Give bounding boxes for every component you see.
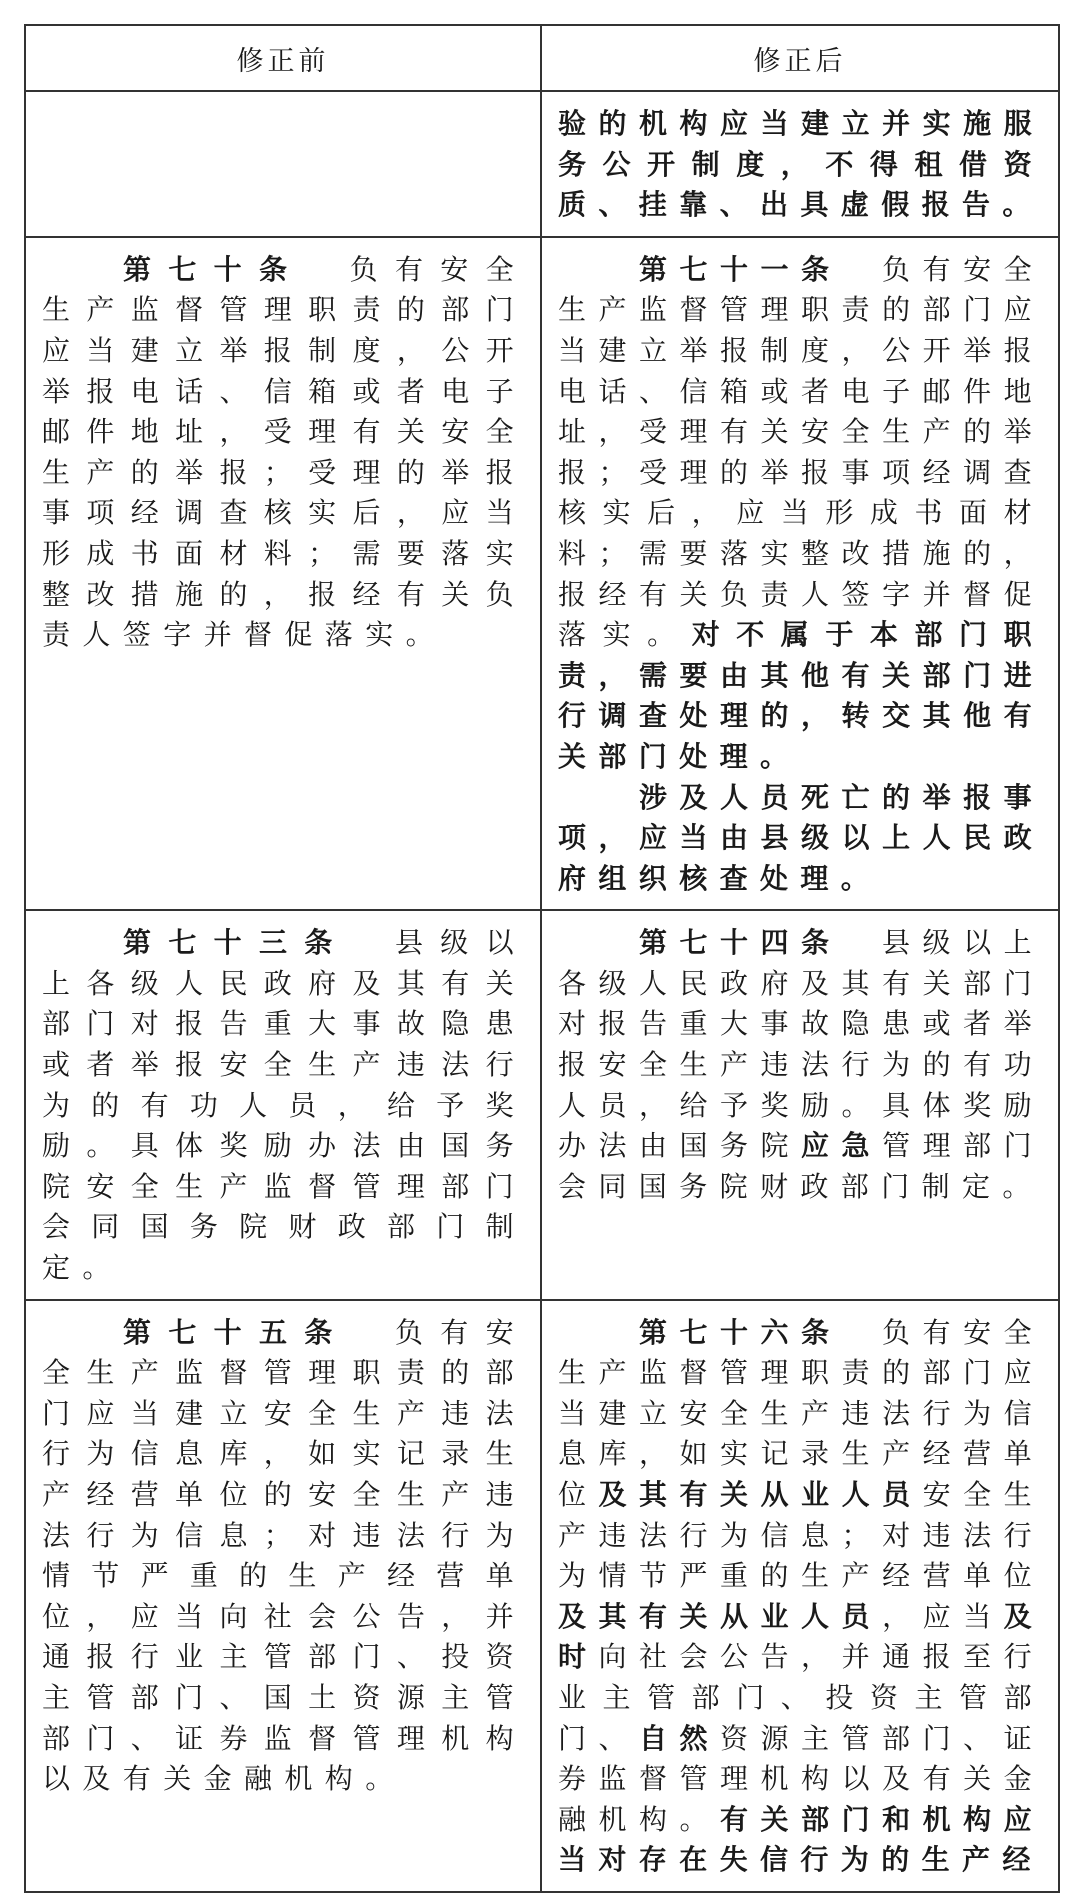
article-paragraph [42, 250, 526, 656]
amended-text: 涉及人员死亡的举报事项，应当由县级以上人民政府组织核查处理。 [558, 780, 1044, 895]
table-row [25, 910, 1059, 1299]
text-segment: 管理部门会同国务院财政部门制定。 [558, 1129, 1044, 1203]
text-segment: 资源主管部门、证券监督管理机构以及有关金融机构。 [558, 1721, 1044, 1836]
table-row [25, 91, 1059, 237]
table-row [25, 237, 1059, 911]
text-segment: 县级以上各级人民政府及其有关部门对报告重大事故隐患或者举报安全生产违法行为的有功人员，给予奖励。具体奖励办法由国务院 [558, 926, 1044, 1163]
text-segment: 县级以上各级人民政府及其有关部门对报告重大事故隐患或者举报安全生产违法行为的有功人员，给予奖励。具体奖励办法由国务院安全生产监督管理部门会同国务院财政部门制定。 [42, 926, 526, 1285]
text-segment: 负有安全生产监督管理职责的部门应当建立举报制度，公开举报电话、信箱或者电子邮件地址，受理有关安全生产的举报；受理的举报事项经调查核实后，应当形成书面材料；需要落实整改措施的，报经有关负责人签字并督促落实。 [558, 252, 1044, 652]
amended-text: 第七十三条 [123, 926, 350, 960]
article-paragraph [558, 104, 1044, 226]
amended-text: 第七十六条 [639, 1315, 842, 1349]
column-header-after: 修正后 [541, 25, 1059, 91]
cell-before [25, 910, 541, 1299]
text-segment: 向社会公告，并通报至行业主管部门、投资主管部门、 [558, 1640, 1044, 1755]
column-header-before: 修正前 [25, 25, 541, 91]
amended-text: 第七十一条 [639, 252, 842, 286]
cell-before [25, 91, 541, 237]
table-row [25, 1300, 1059, 1892]
amended-text: 第七十四条 [639, 926, 842, 960]
amended-text: 第七十五条 [123, 1315, 350, 1349]
amended-text: 验的机构应当建立并实施服务公开制度，不得租借资质、挂靠、出具虚假报告。 [558, 107, 1044, 222]
amended-text: 有关部门和机构应当对存在失信行为的生产经 [558, 1802, 1045, 1877]
text-segment: 负有安全生产监督管理职责的部门应当建立安全生产违法行为信息库，如实记录生产经营单位的安全生产违法行为信息；对违法行为情节严重的生产经营单位，应当向社会公告，并通报行业主管部门、投资主管部门、国土资源主管部门、证券监督管理机构以及有关金融机构。 [42, 1315, 526, 1796]
article-paragraph [558, 778, 1044, 900]
amended-text: 及其有关从业人员 [598, 1478, 923, 1511]
amended-text: 自然 [639, 1721, 721, 1755]
table-header-row [25, 25, 1059, 91]
amended-text: 应急 [801, 1129, 883, 1163]
cell-before [25, 1300, 541, 1892]
text-segment: 安全生产违法行为信息；对违法行为情节严重的生产经营单位 [558, 1478, 1045, 1593]
article-paragraph [42, 1313, 526, 1800]
text-segment: 负有安全生产监督管理职责的部门应当建立安全生产违法行为信息库，如实记录生产经营单位 [558, 1315, 1044, 1511]
amended-text: 第七十条 [123, 252, 305, 286]
amended-text: 对不属于本部门职责，需要由其他有关部门进行调查处理的，转交其他有关部门处理。 [558, 618, 1045, 773]
cell-after [541, 237, 1059, 911]
article-paragraph [42, 923, 526, 1288]
article-paragraph [558, 1313, 1044, 1881]
amended-text: 及时 [558, 1599, 1045, 1674]
amended-text: 及其有关从业人员 [558, 1599, 883, 1633]
amendment-comparison-table [24, 24, 1060, 1893]
cell-after [541, 91, 1059, 237]
article-paragraph [558, 250, 1044, 778]
text-segment: ，应当 [882, 1599, 1004, 1633]
cell-after [541, 910, 1059, 1299]
text-segment: 负有安全生产监督管理职责的部门应当建立举报制度，公开举报电话、信箱或者电子邮件地址，受理有关安全生产的举报；受理的举报事项经调查核实后，应当形成书面材料；需要落实整改措施的，报经有关负责人签字并督促落实。 [42, 252, 526, 652]
article-paragraph [558, 923, 1044, 1207]
cell-before [25, 237, 541, 911]
cell-after [541, 1300, 1059, 1892]
